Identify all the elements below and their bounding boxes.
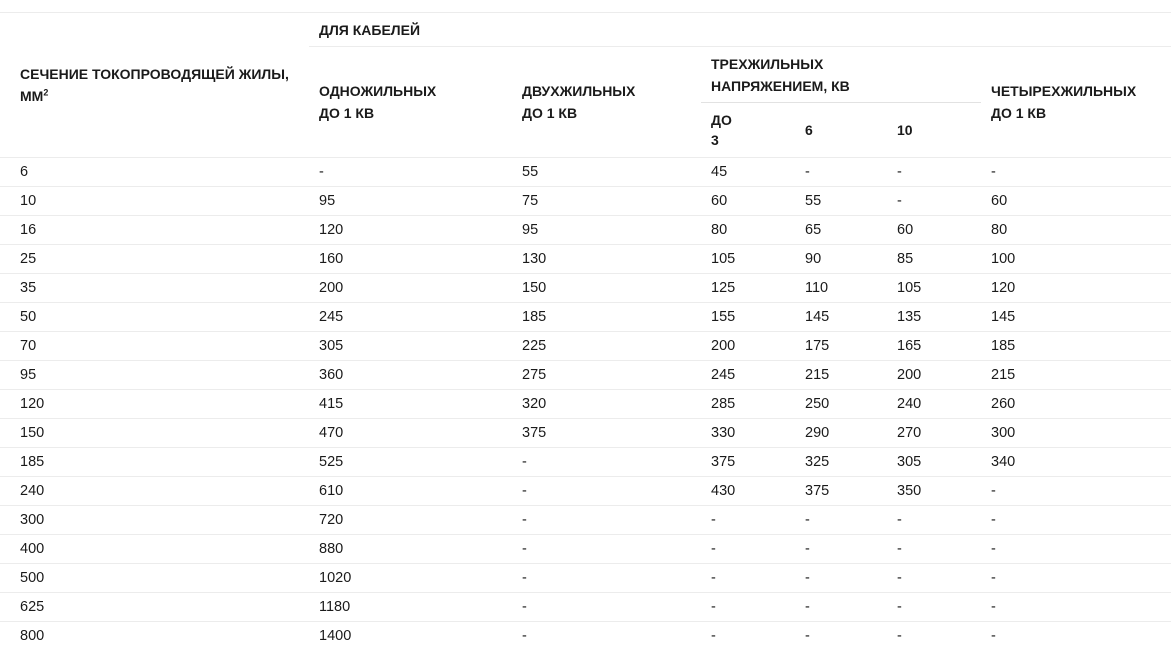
- voltage-6-header: 6: [795, 103, 887, 158]
- four-core-cell: 340: [981, 448, 1171, 477]
- table-row: [0, 506, 1171, 535]
- three-core-6kv-cell: 90: [795, 245, 887, 274]
- three-core-upto3-cell: -: [701, 535, 795, 564]
- table-row: [0, 274, 1171, 303]
- three-core-upto3-cell: 245: [701, 361, 795, 390]
- three-core-10kv-cell: -: [887, 506, 981, 535]
- three-core-10kv-cell: -: [887, 187, 981, 216]
- four-core-header-line2: ДО 1 КВ: [991, 105, 1047, 121]
- three-core-10kv-cell: -: [887, 158, 981, 187]
- single-core-cell: 1400: [309, 622, 512, 651]
- three-core-6kv-cell: -: [795, 593, 887, 622]
- four-core-header-line1: ЧЕТЫРЕХЖИЛЬНЫХ: [991, 83, 1137, 99]
- section-cell: 500: [0, 564, 309, 593]
- table-row: [0, 303, 1171, 332]
- four-core-cell: 300: [981, 419, 1171, 448]
- single-core-cell: 95: [309, 187, 512, 216]
- two-core-cell: 320: [512, 390, 701, 419]
- four-core-cell: 260: [981, 390, 1171, 419]
- three-core-10kv-cell: 200: [887, 361, 981, 390]
- single-core-cell: 305: [309, 332, 512, 361]
- two-core-cell: -: [512, 448, 701, 477]
- three-core-upto3-cell: -: [701, 622, 795, 651]
- single-core-header: [309, 47, 512, 158]
- three-core-10kv-cell: 165: [887, 332, 981, 361]
- table-row: [0, 332, 1171, 361]
- section-cell: 625: [0, 593, 309, 622]
- section-cell: 185: [0, 448, 309, 477]
- table-row: [0, 390, 1171, 419]
- table-header: [0, 13, 1171, 158]
- three-core-6kv-cell: -: [795, 535, 887, 564]
- two-core-cell: -: [512, 593, 701, 622]
- three-core-upto3-cell: -: [701, 593, 795, 622]
- three-core-6kv-cell: -: [795, 158, 887, 187]
- three-core-upto3-cell: 430: [701, 477, 795, 506]
- two-core-cell: -: [512, 506, 701, 535]
- section-cell: 50: [0, 303, 309, 332]
- table-row: [0, 564, 1171, 593]
- three-core-upto3-cell: 125: [701, 274, 795, 303]
- single-core-cell: 200: [309, 274, 512, 303]
- three-core-10kv-cell: -: [887, 564, 981, 593]
- three-core-10kv-cell: 85: [887, 245, 981, 274]
- two-core-cell: 95: [512, 216, 701, 245]
- table-row: [0, 419, 1171, 448]
- four-core-cell: 120: [981, 274, 1171, 303]
- three-core-6kv-cell: 290: [795, 419, 887, 448]
- three-core-6kv-cell: 250: [795, 390, 887, 419]
- section-cell: 16: [0, 216, 309, 245]
- four-core-cell: 145: [981, 303, 1171, 332]
- three-core-6kv-cell: 215: [795, 361, 887, 390]
- two-core-cell: 75: [512, 187, 701, 216]
- single-core-cell: 1180: [309, 593, 512, 622]
- three-core-upto3-cell: 80: [701, 216, 795, 245]
- single-core-cell: -: [309, 158, 512, 187]
- single-core-cell: 525: [309, 448, 512, 477]
- table-row: [0, 535, 1171, 564]
- two-core-cell: 225: [512, 332, 701, 361]
- three-core-10kv-cell: -: [887, 622, 981, 651]
- single-core-cell: 415: [309, 390, 512, 419]
- three-core-6kv-cell: -: [795, 622, 887, 651]
- four-core-cell: -: [981, 622, 1171, 651]
- section-column-header: [0, 13, 309, 158]
- four-core-cell: -: [981, 506, 1171, 535]
- four-core-cell: -: [981, 593, 1171, 622]
- four-core-header: [981, 47, 1171, 158]
- three-core-6kv-cell: 145: [795, 303, 887, 332]
- three-core-upto3-cell: 375: [701, 448, 795, 477]
- three-core-header-line2: НАПРЯЖЕНИЕМ, КВ: [711, 77, 850, 94]
- voltage-upto-3-line1: ДО: [711, 112, 732, 128]
- single-core-cell: 470: [309, 419, 512, 448]
- two-core-cell: -: [512, 564, 701, 593]
- four-core-cell: 100: [981, 245, 1171, 274]
- section-cell: 400: [0, 535, 309, 564]
- section-cell: 95: [0, 361, 309, 390]
- four-core-cell: -: [981, 564, 1171, 593]
- three-core-upto3-cell: 285: [701, 390, 795, 419]
- four-core-cell: 80: [981, 216, 1171, 245]
- three-core-10kv-cell: 350: [887, 477, 981, 506]
- two-core-cell: 375: [512, 419, 701, 448]
- section-cell: 35: [0, 274, 309, 303]
- three-core-header-line1: ТРЕХЖИЛЬНЫХ: [711, 55, 824, 72]
- three-core-10kv-cell: 305: [887, 448, 981, 477]
- two-core-cell: 275: [512, 361, 701, 390]
- three-core-6kv-cell: 110: [795, 274, 887, 303]
- section-cell: 70: [0, 332, 309, 361]
- two-core-cell: 185: [512, 303, 701, 332]
- three-core-6kv-cell: 55: [795, 187, 887, 216]
- table-row: [0, 158, 1171, 187]
- two-core-header-line1: ДВУХЖИЛЬНЫХ: [522, 83, 636, 99]
- voltage-upto-3-line2: 3: [711, 132, 719, 148]
- single-core-cell: 360: [309, 361, 512, 390]
- three-core-10kv-cell: -: [887, 593, 981, 622]
- table-row: [0, 361, 1171, 390]
- single-core-header-line2: ДО 1 КВ: [319, 105, 375, 121]
- three-core-upto3-cell: 330: [701, 419, 795, 448]
- two-core-cell: -: [512, 477, 701, 506]
- four-core-cell: -: [981, 535, 1171, 564]
- three-core-6kv-cell: 175: [795, 332, 887, 361]
- section-cell: 300: [0, 506, 309, 535]
- three-core-upto3-cell: 155: [701, 303, 795, 332]
- three-core-6kv-cell: -: [795, 506, 887, 535]
- table-row: [0, 448, 1171, 477]
- three-core-10kv-cell: 240: [887, 390, 981, 419]
- four-core-cell: -: [981, 477, 1171, 506]
- three-core-upto3-cell: 105: [701, 245, 795, 274]
- section-cell: 10: [0, 187, 309, 216]
- single-core-cell: 120: [309, 216, 512, 245]
- section-header-text: СЕЧЕНИЕ ТОКОПРОВОДЯЩЕЙ ЖИЛЫ, ММ: [20, 66, 289, 104]
- two-core-cell: 130: [512, 245, 701, 274]
- three-core-upto3-cell: -: [701, 564, 795, 593]
- two-core-header: [512, 47, 701, 158]
- table-row: [0, 216, 1171, 245]
- four-core-cell: 60: [981, 187, 1171, 216]
- table-row: [0, 187, 1171, 216]
- section-cell: 6: [0, 158, 309, 187]
- single-core-cell: 720: [309, 506, 512, 535]
- three-core-upto3-cell: 200: [701, 332, 795, 361]
- three-core-10kv-cell: 105: [887, 274, 981, 303]
- single-core-cell: 245: [309, 303, 512, 332]
- two-core-cell: -: [512, 622, 701, 651]
- single-core-cell: 880: [309, 535, 512, 564]
- three-core-6kv-cell: -: [795, 564, 887, 593]
- single-core-header-line1: ОДНОЖИЛЬНЫХ: [319, 83, 437, 99]
- single-core-cell: 1020: [309, 564, 512, 593]
- voltage-upto-3-header: [701, 103, 795, 158]
- cable-current-table: [0, 12, 1171, 650]
- three-core-upto3-cell: 60: [701, 187, 795, 216]
- three-core-6kv-cell: 325: [795, 448, 887, 477]
- four-core-cell: -: [981, 158, 1171, 187]
- three-core-upto3-cell: 45: [701, 158, 795, 187]
- table-row: [0, 593, 1171, 622]
- table-row: [0, 622, 1171, 651]
- voltage-10-header: 10: [887, 103, 981, 158]
- three-core-10kv-cell: 270: [887, 419, 981, 448]
- two-core-cell: -: [512, 535, 701, 564]
- table-row: [0, 477, 1171, 506]
- cables-group-header: ДЛЯ КАБЕЛЕЙ: [309, 13, 1171, 47]
- two-core-header-line2: ДО 1 КВ: [522, 105, 578, 121]
- three-core-10kv-cell: 135: [887, 303, 981, 332]
- section-cell: 120: [0, 390, 309, 419]
- three-core-6kv-cell: 65: [795, 216, 887, 245]
- section-cell: 150: [0, 419, 309, 448]
- two-core-cell: 55: [512, 158, 701, 187]
- three-core-10kv-cell: -: [887, 535, 981, 564]
- single-core-cell: 160: [309, 245, 512, 274]
- section-header-superscript: 2: [43, 87, 49, 98]
- three-core-upto3-cell: -: [701, 506, 795, 535]
- three-core-10kv-cell: 60: [887, 216, 981, 245]
- three-core-6kv-cell: 375: [795, 477, 887, 506]
- section-cell: 25: [0, 245, 309, 274]
- section-cell: 800: [0, 622, 309, 651]
- four-core-cell: 215: [981, 361, 1171, 390]
- two-core-cell: 150: [512, 274, 701, 303]
- four-core-cell: 185: [981, 332, 1171, 361]
- section-cell: 240: [0, 477, 309, 506]
- table-body: [0, 158, 1171, 651]
- single-core-cell: 610: [309, 477, 512, 506]
- three-core-header: [701, 47, 981, 103]
- table-row: [0, 245, 1171, 274]
